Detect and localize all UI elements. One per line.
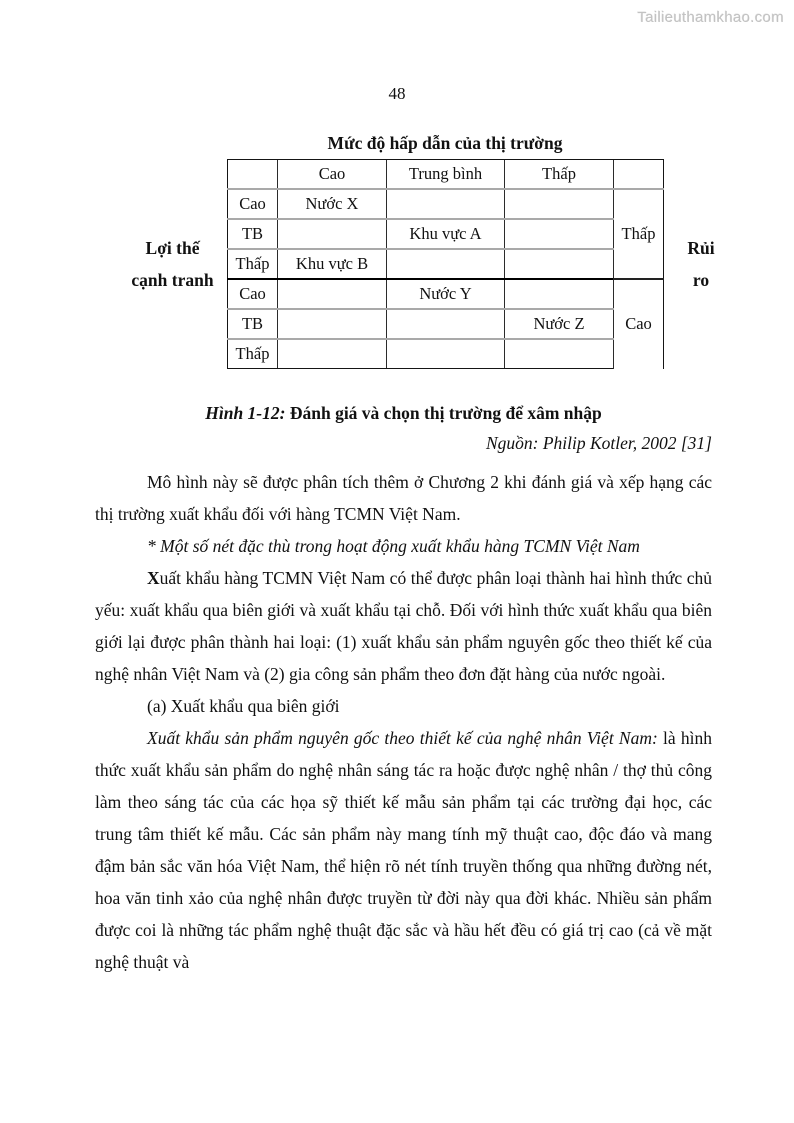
watermark: Tailieuthamkhao.com — [637, 9, 784, 26]
header-right-cell — [614, 160, 664, 190]
table-row — [228, 219, 664, 249]
paragraph-italic-lead: Xuất khẩu sản phẩm nguyên gốc theo thiết kế của nghệ nhân Việt Nam: — [147, 728, 658, 748]
cell-khu-vuc-b: Khu vực B — [278, 249, 387, 279]
body-text — [95, 466, 712, 978]
figure-matrix — [130, 159, 794, 369]
paragraph-model-note: Mô hình này sẽ được phân tích thêm ở Chương 2 khi đánh giá và xếp hạng các thị trường xuất khẩu đối với hàng TCMN Việt Nam. — [95, 472, 712, 524]
row-label: TB — [228, 219, 278, 249]
left-axis-label — [130, 232, 215, 296]
corner-cell — [228, 160, 278, 190]
row-label: Thấp — [228, 339, 278, 369]
row-label: Thấp — [228, 249, 278, 279]
paragraph-export-types: Xuất khẩu hàng TCMN Việt Nam có thể được phân loại thành hai hình thức chủ yếu: xuất khẩu qua biên giới và xuất khẩu tại chỗ. Đối với hình thức xuất khẩu qua biên giới lại được phân thành hai loại: (1) xuất khẩu sản phẩm nguyên gốc theo thiết kế của nghệ nhân Việt Nam và (2) gia công sản phẩm theo đơn đặt hàng của nước ngoài. — [95, 568, 712, 684]
figure-caption — [95, 402, 712, 424]
col-header-cao: Cao — [278, 160, 387, 190]
figure-caption-text: Đánh giá và chọn thị trường để xâm nhập — [285, 403, 602, 423]
cell-nuoc-z: Nước Z — [505, 309, 614, 339]
paragraph-original-design: Xuất khẩu sản phẩm nguyên gốc theo thiết kế của nghệ nhân Việt Nam: là hình thức xuất khẩu sản phẩm do nghệ nhân sáng tác ra hoặc được nghệ nhân / thợ thủ công làm theo sáng tác của các họa sỹ thiết kế mẫu sản phẩm tại các trường đại học, các trung tâm thiết kế mẫu. Các sản phẩm này mang tính mỹ thuật cao, độc đáo và mang đậm bản sắc văn hóa Việt Nam, thể hiện rõ nét tính truyền thống qua những đường nét, hoa văn tinh xảo của nghệ nhân được truyền từ đời này qua đời khác. Nhiều sản phẩm được coi là những tác phẩm nghệ thuật đặc sắc và hầu hết đều có giá trị cao (cả về mặt nghệ thuật và — [95, 728, 712, 972]
col-header-trung-binh: Trung bình — [387, 160, 505, 190]
page-number: 48 — [388, 84, 406, 103]
table-row — [228, 309, 664, 339]
risk-level-low: Thấp — [614, 189, 664, 279]
paragraph-subheading-a: (a) Xuất khẩu qua biên giới — [147, 696, 340, 716]
table-row — [228, 279, 664, 309]
cell-khu-vuc-a: Khu vực A — [387, 219, 505, 249]
row-label: Cao — [228, 279, 278, 309]
right-axis-label-line1: Rủi — [687, 238, 715, 258]
figure-caption-label: Hình 1-12: — [205, 403, 286, 423]
left-axis-label-line2: cạnh tranh — [131, 270, 214, 290]
table-row — [228, 189, 664, 219]
table-header-row — [228, 160, 664, 190]
right-axis-label — [676, 232, 726, 296]
cell-nuoc-y: Nước Y — [387, 279, 505, 309]
figure-title: Mức độ hấp dẫn của thị trường — [327, 133, 563, 153]
paragraph-italic-heading: * Một số nét đặc thù trong hoạt động xuất khẩu hàng TCMN Việt Nam — [147, 536, 640, 556]
table-row — [228, 249, 664, 279]
market-matrix-table — [227, 159, 664, 369]
right-axis-label-line2: ro — [692, 270, 710, 290]
risk-level-high: Cao — [614, 279, 664, 369]
row-label: Cao — [228, 189, 278, 219]
col-header-thap: Thấp — [505, 160, 614, 190]
cell-nuoc-x: Nước X — [278, 189, 387, 219]
figure-source: Nguồn: Philip Kotler, 2002 [31] — [485, 433, 712, 453]
paragraph-lead-letter: X — [147, 568, 160, 588]
row-label: TB — [228, 309, 278, 339]
left-axis-label-line1: Lợi thế — [145, 238, 200, 258]
table-row — [228, 339, 664, 369]
